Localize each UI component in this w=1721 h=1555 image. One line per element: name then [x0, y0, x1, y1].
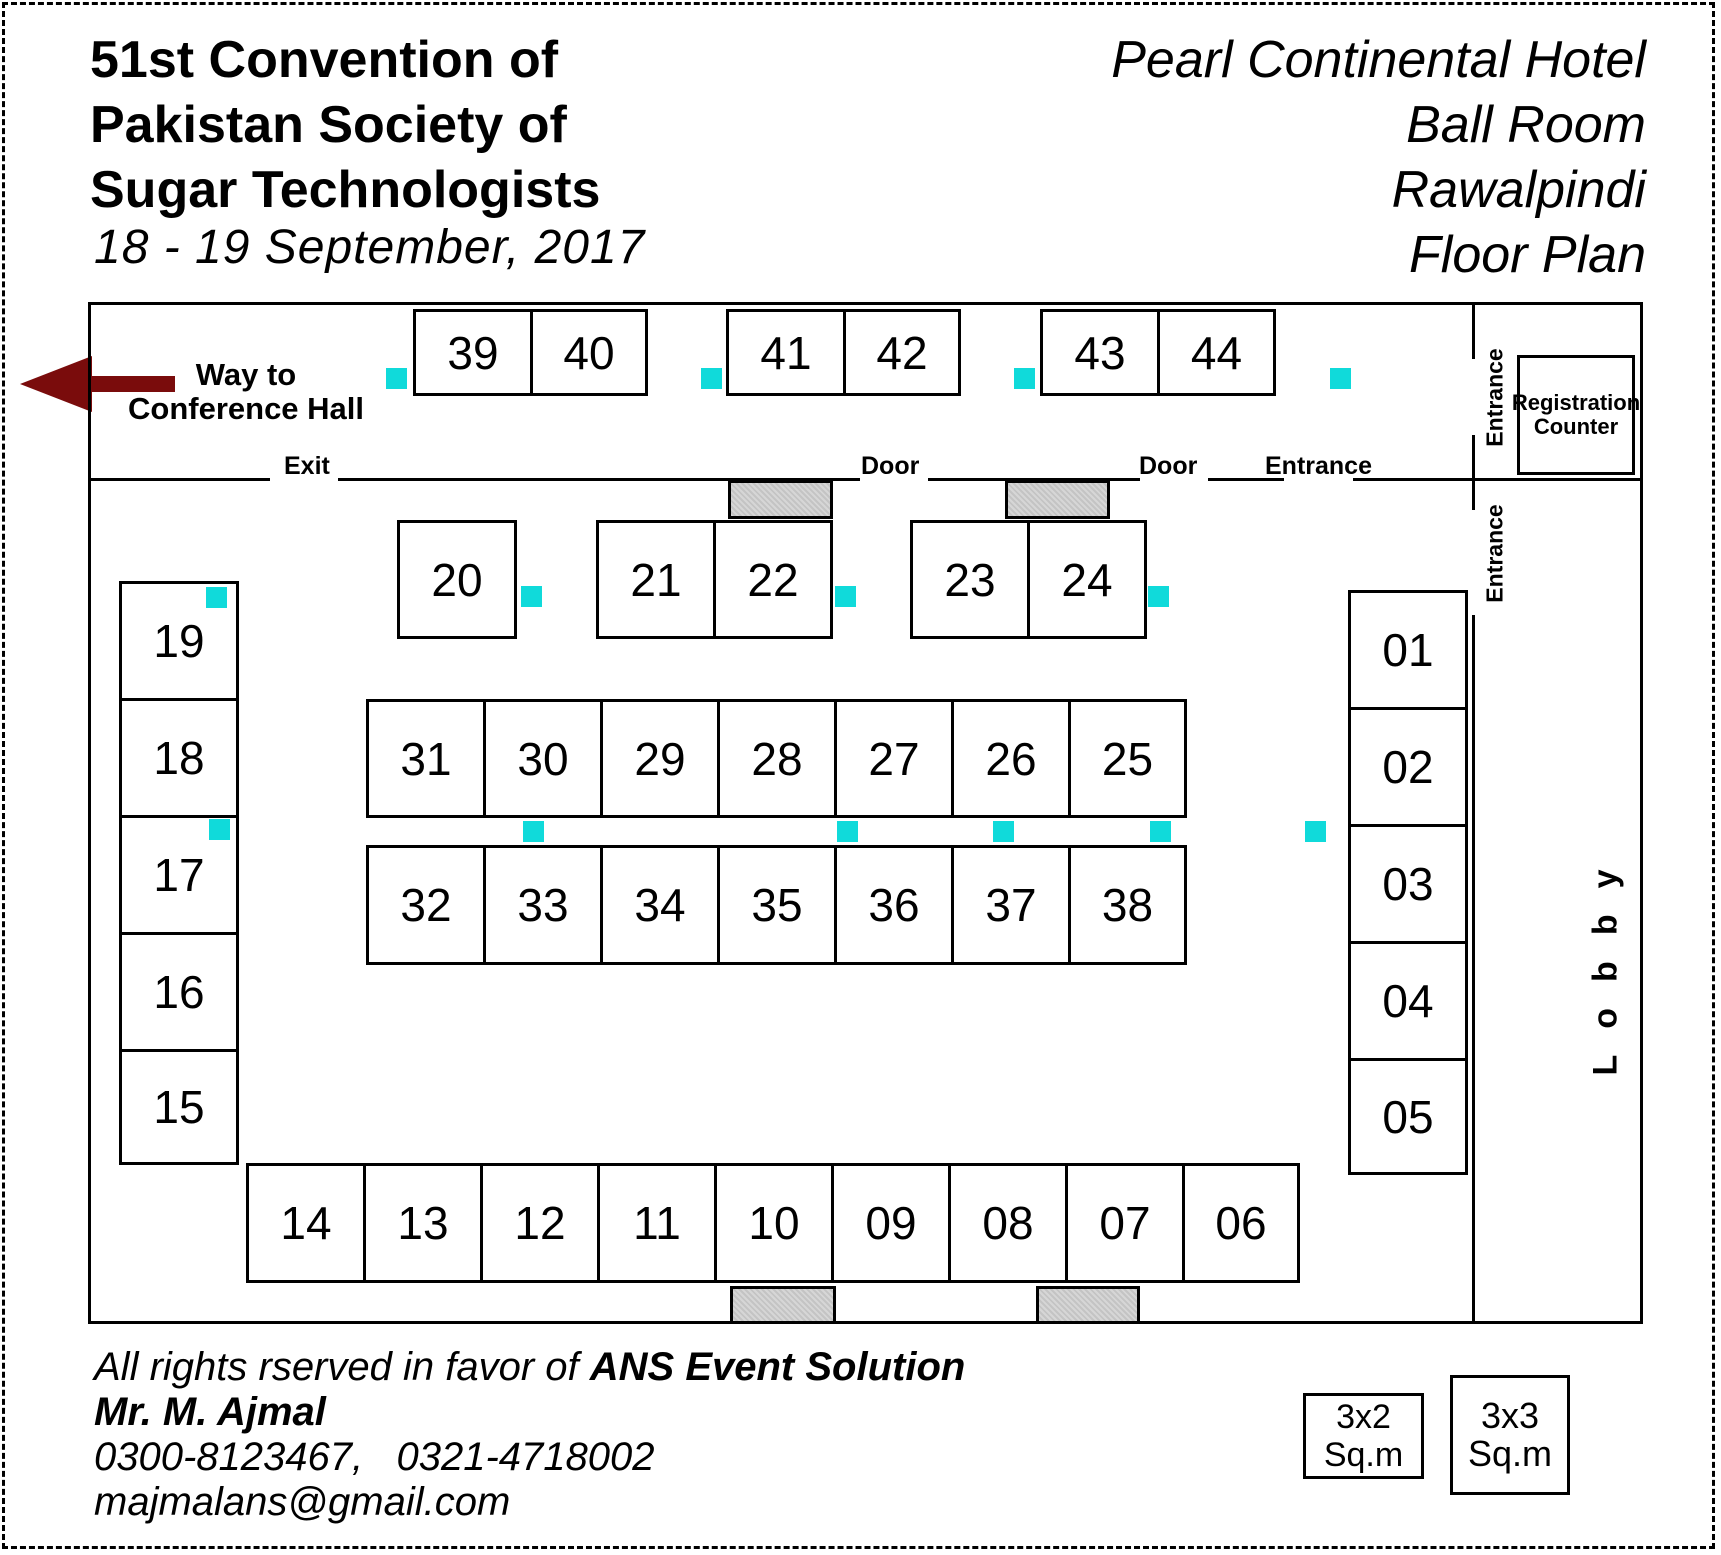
marker — [837, 821, 858, 842]
door-label: Door — [1139, 452, 1198, 480]
registration-line-1: Registration — [1511, 390, 1641, 415]
marker — [993, 821, 1014, 842]
phone-1: 0300-8123467, — [94, 1435, 364, 1479]
venue-line-4: Floor Plan — [1409, 226, 1646, 284]
booth-36[interactable]: 36 — [834, 845, 954, 965]
marker — [701, 368, 722, 389]
marker — [1330, 368, 1351, 389]
booth-33[interactable]: 33 — [483, 845, 603, 965]
company-name: ANS Event Solution — [589, 1345, 966, 1389]
venue-line-3: Rawalpindi — [1391, 161, 1646, 219]
rights-line — [94, 1345, 965, 1390]
marker — [386, 368, 407, 389]
lobby-label: Lobby — [1586, 843, 1625, 1076]
legend-3x2 — [1303, 1393, 1424, 1479]
booth-07[interactable]: 07 — [1065, 1163, 1185, 1283]
booth-27[interactable]: 27 — [834, 699, 954, 818]
booth-06[interactable]: 06 — [1182, 1163, 1300, 1283]
title-line-2: Pakistan Society of — [90, 96, 567, 154]
marker — [1014, 368, 1035, 389]
way-line-1: Way to — [195, 357, 297, 392]
legend-3x3 — [1450, 1375, 1570, 1495]
marker — [523, 821, 544, 842]
title-line-1: 51st Convention of — [90, 31, 559, 89]
booth-21[interactable]: 21 — [596, 520, 716, 639]
door-block — [728, 480, 833, 519]
entrance-label-vertical: Entrance — [1481, 504, 1508, 603]
booth-29[interactable]: 29 — [600, 699, 720, 818]
marker — [1150, 821, 1171, 842]
booth-22[interactable]: 22 — [713, 520, 833, 639]
booth-05[interactable]: 05 — [1348, 1058, 1468, 1175]
booth-14[interactable]: 14 — [246, 1163, 366, 1283]
booth-18[interactable]: 18 — [119, 698, 239, 818]
booth-28[interactable]: 28 — [717, 699, 837, 818]
phone-line — [94, 1435, 965, 1480]
booth-34[interactable]: 34 — [600, 845, 720, 965]
door-label: Door — [861, 452, 920, 480]
booth-26[interactable]: 26 — [951, 699, 1071, 818]
entrance-label-vertical: Entrance — [1481, 348, 1508, 447]
booth-15[interactable]: 15 — [119, 1049, 239, 1165]
booth-03[interactable]: 03 — [1348, 824, 1468, 944]
title-line-3: Sugar Technologists — [90, 161, 601, 219]
booth-39[interactable]: 39 — [413, 309, 533, 396]
entrance-label: Entrance — [1265, 452, 1372, 480]
door-block — [1036, 1286, 1140, 1324]
booth-42[interactable]: 42 — [843, 309, 961, 396]
exit-label: Exit — [284, 452, 330, 480]
booth-12[interactable]: 12 — [480, 1163, 600, 1283]
legend-3x3-dim: 3x3 — [1480, 1395, 1540, 1436]
way-line-2: Conference Hall — [128, 391, 365, 426]
marker — [209, 819, 230, 840]
corridor-wall — [90, 478, 270, 481]
footer-credits — [94, 1345, 965, 1525]
booth-37[interactable]: 37 — [951, 845, 1071, 965]
corridor-wall — [1353, 478, 1640, 481]
booth-02[interactable]: 02 — [1348, 707, 1468, 827]
booth-43[interactable]: 43 — [1040, 309, 1160, 396]
venue-block — [1111, 28, 1646, 288]
booth-23[interactable]: 23 — [910, 520, 1030, 639]
booth-32[interactable]: 32 — [366, 845, 486, 965]
door-block — [730, 1286, 836, 1324]
marker — [1148, 586, 1169, 607]
booth-10[interactable]: 10 — [714, 1163, 834, 1283]
booth-35[interactable]: 35 — [717, 845, 837, 965]
booth-19[interactable]: 19 — [119, 581, 239, 701]
booth-17[interactable]: 17 — [119, 815, 239, 935]
booth-09[interactable]: 09 — [831, 1163, 951, 1283]
marker — [521, 586, 542, 607]
booth-38[interactable]: 38 — [1068, 845, 1187, 965]
rights-prefix: All rights rserved in favor of — [94, 1345, 590, 1389]
booth-11[interactable]: 11 — [597, 1163, 717, 1283]
booth-25[interactable]: 25 — [1068, 699, 1187, 818]
booth-13[interactable]: 13 — [363, 1163, 483, 1283]
registration-counter — [1511, 355, 1641, 475]
booth-31[interactable]: 31 — [366, 699, 486, 818]
marker — [206, 587, 227, 608]
door-block — [1005, 480, 1110, 519]
booth-20[interactable]: 20 — [397, 520, 517, 639]
booth-01[interactable]: 01 — [1348, 590, 1468, 710]
booth-04[interactable]: 04 — [1348, 941, 1468, 1061]
contact-name: Mr. M. Ajmal — [94, 1390, 326, 1434]
phone-2: 0321-4718002 — [396, 1435, 655, 1479]
legend-3x2-unit: Sq.m — [1323, 1436, 1404, 1474]
lobby-wall — [1472, 304, 1475, 359]
booth-41[interactable]: 41 — [726, 309, 846, 396]
booth-40[interactable]: 40 — [530, 309, 648, 396]
lobby-wall — [1472, 615, 1475, 1322]
legend-3x3-unit: Sq.m — [1467, 1433, 1553, 1474]
booth-44[interactable]: 44 — [1157, 309, 1276, 396]
marker — [835, 586, 856, 607]
lobby-wall — [1472, 435, 1475, 510]
booth-16[interactable]: 16 — [119, 932, 239, 1052]
venue-line-2: Ball Room — [1406, 96, 1646, 154]
venue-line-1: Pearl Continental Hotel — [1111, 31, 1646, 89]
event-title — [90, 28, 600, 223]
booth-08[interactable]: 08 — [948, 1163, 1068, 1283]
registration-line-2: Counter — [1533, 414, 1619, 439]
legend-3x2-dim: 3x2 — [1336, 1398, 1391, 1436]
marker — [1305, 821, 1326, 842]
booth-30[interactable]: 30 — [483, 699, 603, 818]
event-dates: 18 - 19 September, 2017 — [94, 221, 646, 274]
booth-24[interactable]: 24 — [1027, 520, 1147, 639]
email: majmalans@gmail.com — [94, 1480, 511, 1524]
